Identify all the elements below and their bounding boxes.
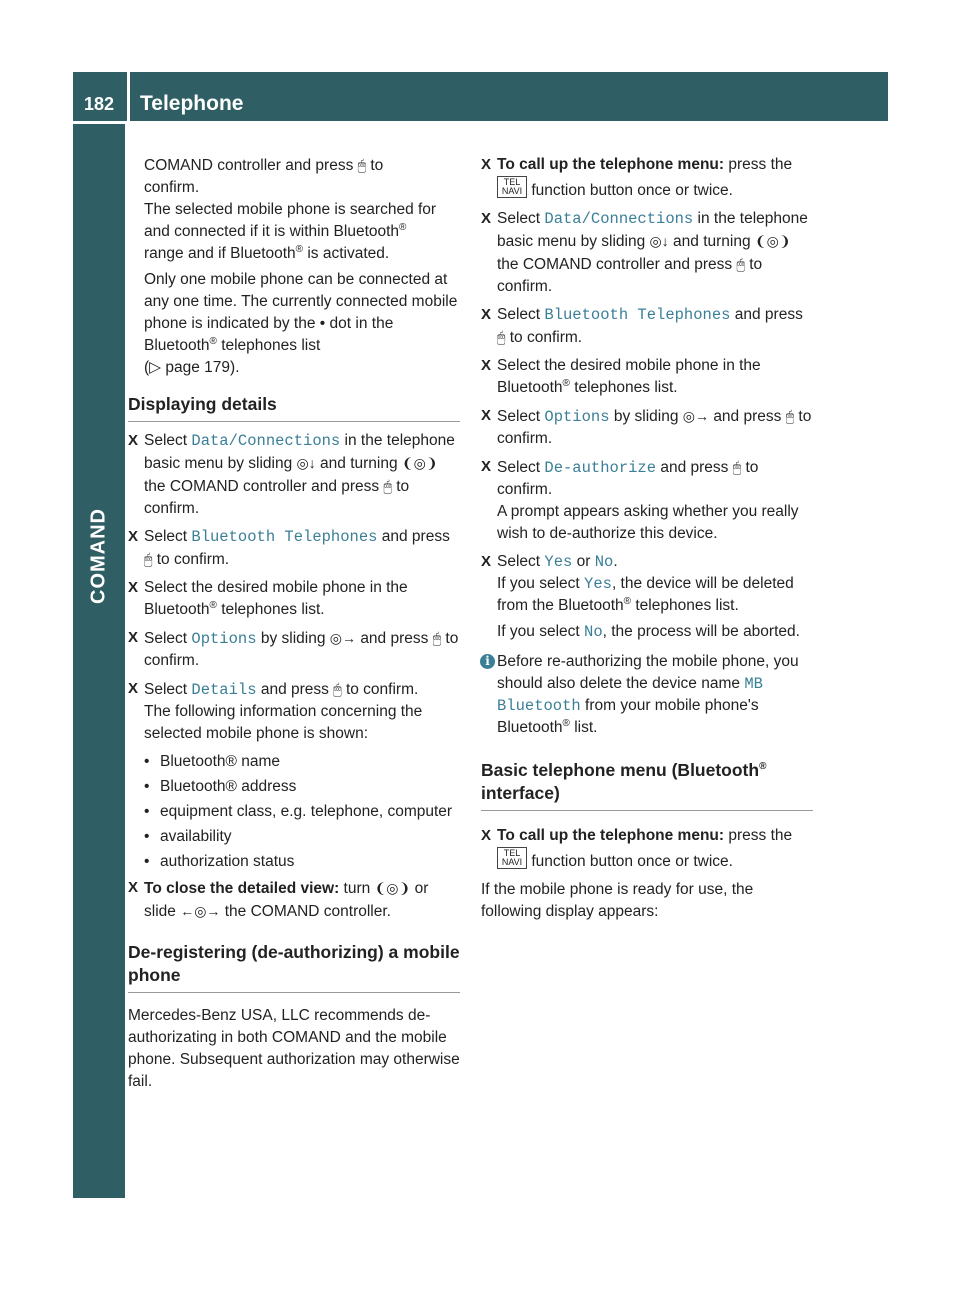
step-call-telephone-menu-2: X To call up the telephone menu: press the TEL NAVI function button once or twice. <box>481 827 793 870</box>
tel-navi-button-icon: TEL NAVI <box>497 847 527 869</box>
step-select-bluetooth-telephones: X Select Bluetooth Telephones and press 🖱 to confirm. <box>481 306 803 346</box>
list-item: • equipment class, e.g. telephone, computer <box>144 803 453 820</box>
step-x-icon: X <box>481 553 492 570</box>
press-controller-icon: 🖱 <box>357 157 367 173</box>
step-select-data-connections: X Select Data/Connections in the telephone basic menu by sliding ◎↓ and turning ❨◎❩ the COMAND controller and press 🖱 to confirm. <box>128 432 455 517</box>
intro-paragraph: COMAND controller and press 🖱 to confirm. The selected mobile phone is searched for and connected if it is within Bluetooth® range and if Bluetooth® is activated. Only one mobile phone can be connected at any one time. The currently connected mobile phone is indicated by the • dot in the Bluetooth® telephones list (▷ page 179). <box>128 154 460 379</box>
turn-icon: ❨◎❩ <box>374 880 411 896</box>
step-x-icon: X <box>128 629 139 646</box>
side-tab-label: COMAND <box>87 508 110 604</box>
header-divider <box>127 72 130 121</box>
info-note: i Before re-authorizing the mobile phone, you should also delete the device name MB Bluetooth from your mobile phone's Bluetooth® list. <box>481 651 813 739</box>
list-item: • Bluetooth® address <box>144 778 297 795</box>
page-title: Telephone <box>140 92 244 115</box>
section-heading-de-registering: De-registering (de-authorizing) a mobile phone <box>128 941 460 993</box>
step-close-detailed-view: X To close the detailed view: turn ❨◎❩ or slide ←◎→ the COMAND controller. <box>128 879 429 920</box>
slide-left-right-icon: ←◎→ <box>180 903 221 919</box>
step-call-telephone-menu: X To call up the telephone menu: press the TEL NAVI function button once or twice. <box>481 156 793 199</box>
step-select-yes-no: X Select Yes or No. If you select Yes, the device will be deleted from the Bluetooth® telephones list. If you select No, the process will be aborted. <box>481 553 800 641</box>
list-item: • availability <box>144 828 232 845</box>
step-select-de-authorize: X Select De-authorize and press 🖱 to confirm. A prompt appears asking whether you really wish to de-authorize this device. <box>481 458 799 542</box>
step-x-icon: X <box>481 407 492 424</box>
page-number: 182 <box>83 94 115 114</box>
turn-icon: ❨◎❩ <box>754 233 791 249</box>
ready-paragraph: If the mobile phone is ready for use, the following display appears: <box>481 881 754 920</box>
press-icon: 🖱 <box>144 551 153 567</box>
step-x-icon: X <box>481 827 492 844</box>
step-x-icon: X <box>128 579 139 596</box>
turn-icon: ❨◎❩ <box>401 455 438 471</box>
side-tab <box>73 124 125 1198</box>
step-x-icon: X <box>128 528 139 545</box>
step-x-icon: X <box>128 879 139 896</box>
step-x-icon: X <box>128 432 139 449</box>
step-select-bluetooth-telephones: X Select Bluetooth Telephones and press 🖱 to confirm. <box>128 528 450 568</box>
step-select-mobile-phone: X Select the desired mobile phone in the Bluetooth® telephones list. <box>481 357 761 396</box>
step-select-options: X Select Options by sliding ◎→ and press 🖱 to confirm. <box>128 629 459 669</box>
step-x-icon: X <box>481 306 492 323</box>
step-select-options: X Select Options by sliding ◎→ and press 🖱 to confirm. <box>481 407 812 447</box>
press-icon: 🖱 <box>383 478 392 494</box>
tel-navi-button-icon: TEL NAVI <box>497 176 527 198</box>
step-x-icon: X <box>481 210 492 227</box>
press-icon: 🖱 <box>333 681 342 697</box>
step-select-data-connections: X Select Data/Connections in the telephone basic menu by sliding ◎↓ and turning ❨◎❩ the COMAND controller and press 🖱 to confirm. <box>481 210 808 295</box>
press-icon: 🖱 <box>732 459 742 475</box>
page-reference[interactable]: (▷ page 179). <box>144 359 240 376</box>
slide-right-icon: ◎→ <box>329 630 356 646</box>
step-x-icon: X <box>481 357 492 374</box>
slide-right-icon: ◎→ <box>682 408 709 424</box>
right-column <box>481 154 813 923</box>
press-icon: 🖱 <box>736 256 745 272</box>
page-header <box>73 72 888 121</box>
dot-icon: • <box>319 315 326 332</box>
list-item: • authorization status <box>144 853 295 870</box>
section-heading-basic-telephone-menu: Basic telephone menu (Bluetooth® interface) <box>481 759 813 811</box>
section-heading-displaying-details: Displaying details <box>128 393 460 422</box>
step-x-icon: X <box>128 680 139 697</box>
step-select-details: X Select Details and press 🖱 to confirm. The following information concerning the selected mobile phone is shown: <box>128 680 423 742</box>
slide-down-icon: ◎↓ <box>296 455 316 471</box>
press-icon: 🖱 <box>497 329 506 345</box>
list-item: • Bluetooth® name <box>144 753 280 770</box>
slide-down-icon: ◎↓ <box>649 233 669 249</box>
side-tab-block <box>82 180 116 230</box>
recommend-paragraph: Mercedes-Benz USA, LLC recommends de-authorizating in both COMAND and the mobile phone. Subsequent authorization may otherwise fail. <box>128 1007 460 1090</box>
press-icon: 🖱 <box>432 630 442 646</box>
step-select-mobile-phone: X Select the desired mobile phone in the Bluetooth® telephones list. <box>128 579 408 618</box>
press-icon: 🖱 <box>785 408 795 424</box>
step-x-icon: X <box>481 156 492 173</box>
info-icon: i <box>480 654 495 669</box>
step-x-icon: X <box>481 458 492 475</box>
left-column <box>128 154 460 1093</box>
details-list <box>128 751 460 873</box>
